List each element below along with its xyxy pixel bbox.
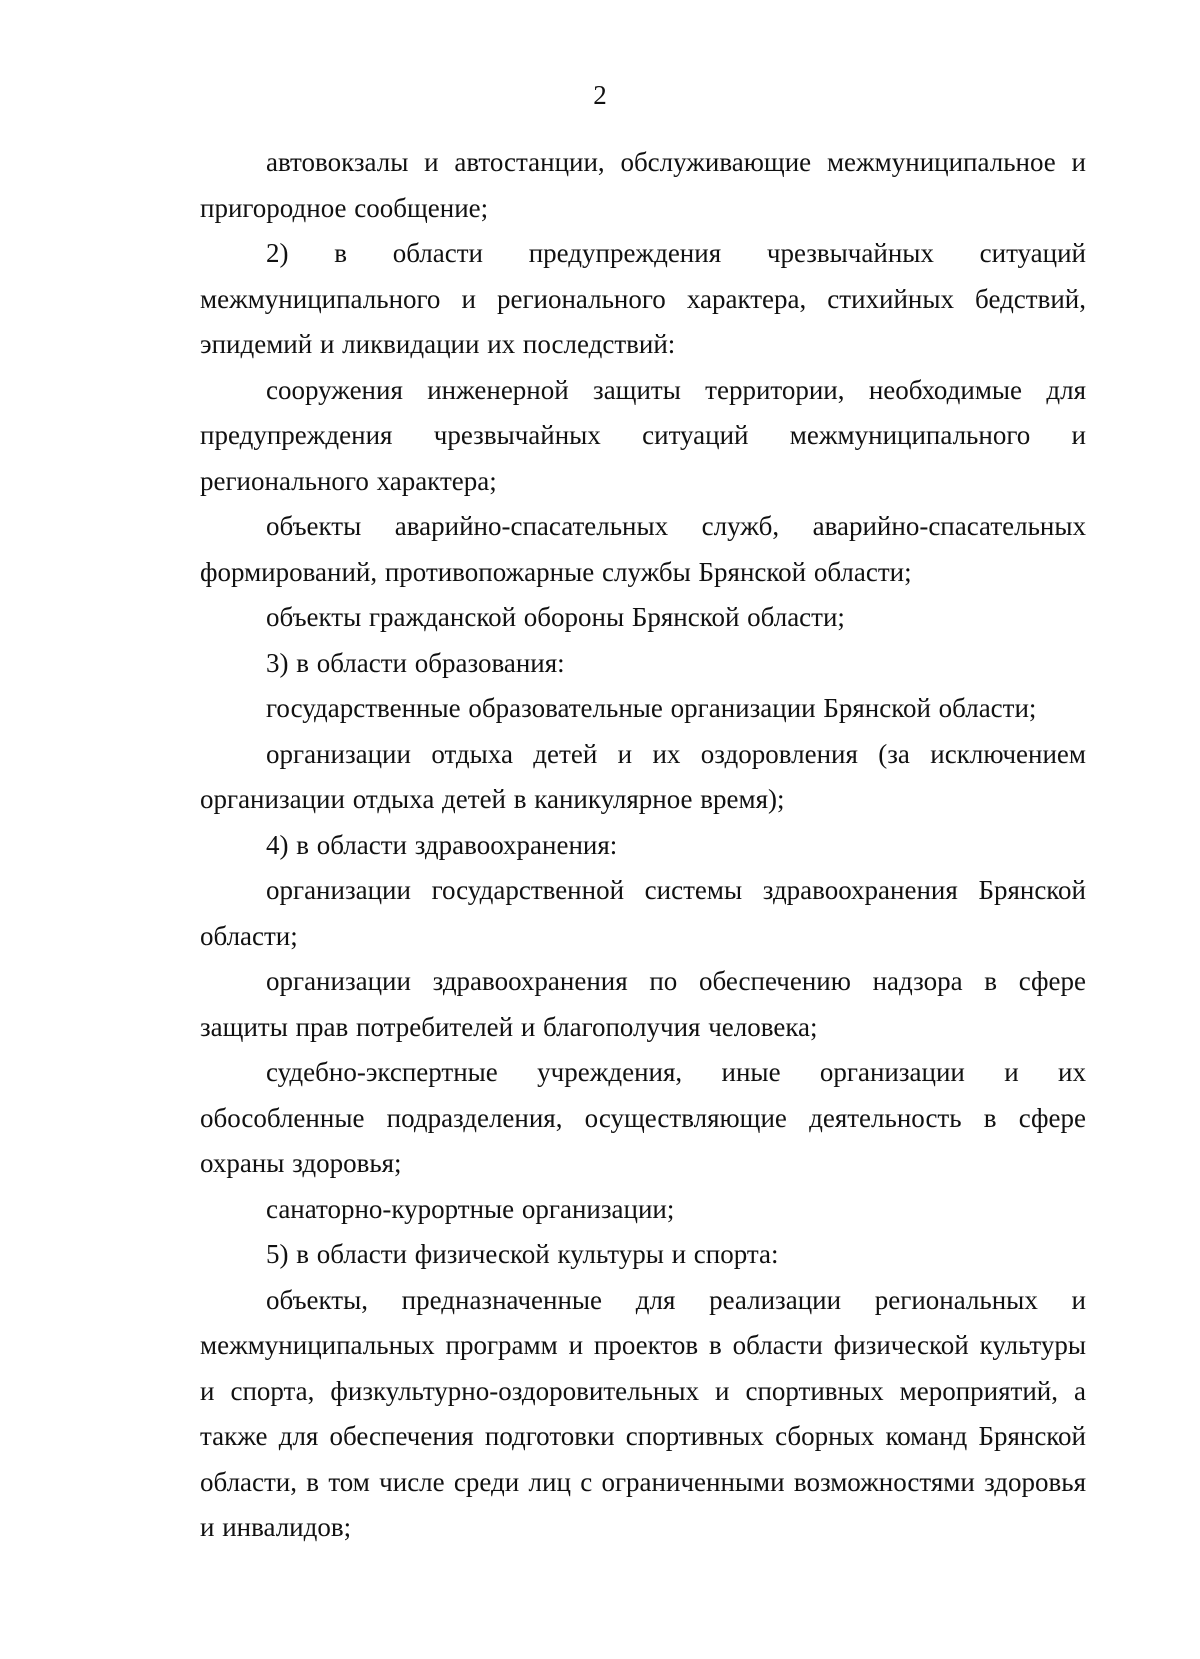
- paragraph-sports-heading: 5) в области физической культуры и спорта:: [266, 1239, 779, 1269]
- document-body: [200, 140, 1086, 1551]
- paragraph-sports-facilities: объекты, предназначенные для реализации региональных и межмуниципальных программ и проектов в области физической культуры и спорта, физкультурно-оздоровительных и спортивных мероприятий, а также для обеспечения подготовки спортивных сборных команд Брянской области, в том числе среди лиц с ограниченными возможностями здоровья и инвалидов;: [200, 1284, 1086, 1542]
- paragraph-children-recreation: организации отдыха детей и их оздоровления (за исключением организации отдыха детей в каникулярное время);: [200, 738, 1086, 814]
- paragraph-education-heading: 3) в области образования:: [266, 647, 565, 678]
- paragraph-healthcare-system: организации государственной системы здравоохранения Брянской области;: [200, 875, 1086, 951]
- paragraph-healthcare-heading: 4) в области здравоохранения:: [266, 829, 618, 860]
- paragraph-civil-defense: объекты гражданской обороны Брянской области;: [266, 602, 845, 632]
- paragraph-sanatoriums: санаторно-курортные организации;: [266, 1193, 675, 1224]
- paragraph-educational-organizations: государственные образовательные организации Брянской области;: [266, 693, 1037, 723]
- paragraph-engineering-protection: сооружения инженерной защиты территории, необходимые для предупреждения чрезвычайных ситуаций межмуниципального и регионального характера;: [200, 374, 1086, 496]
- paragraph-bus-stations: автовокзалы и автостанции, обслуживающие межмуниципальное и пригородное сообщение;: [200, 147, 1086, 223]
- paragraph-forensic-institutions: судебно-экспертные учреждения, иные организации и их обособленные подразделения, осуществляющие деятельность в сфере охраны здоровья;: [200, 1057, 1086, 1178]
- paragraph-rescue-services: объекты аварийно-спасательных служб, аварийно-спасательных формирований, противопожарные службы Брянской области;: [200, 511, 1086, 587]
- page-number: 2: [593, 80, 607, 110]
- paragraph-consumer-protection: организации здравоохранения по обеспечению надзора в сфере защиты прав потребителей и благополучия человека;: [200, 966, 1086, 1042]
- paragraph-emergency-prevention: 2) в области предупреждения чрезвычайных ситуаций межмуниципального и регионального характера, стихийных бедствий, эпидемий и ликвидации их последствий:: [200, 238, 1086, 359]
